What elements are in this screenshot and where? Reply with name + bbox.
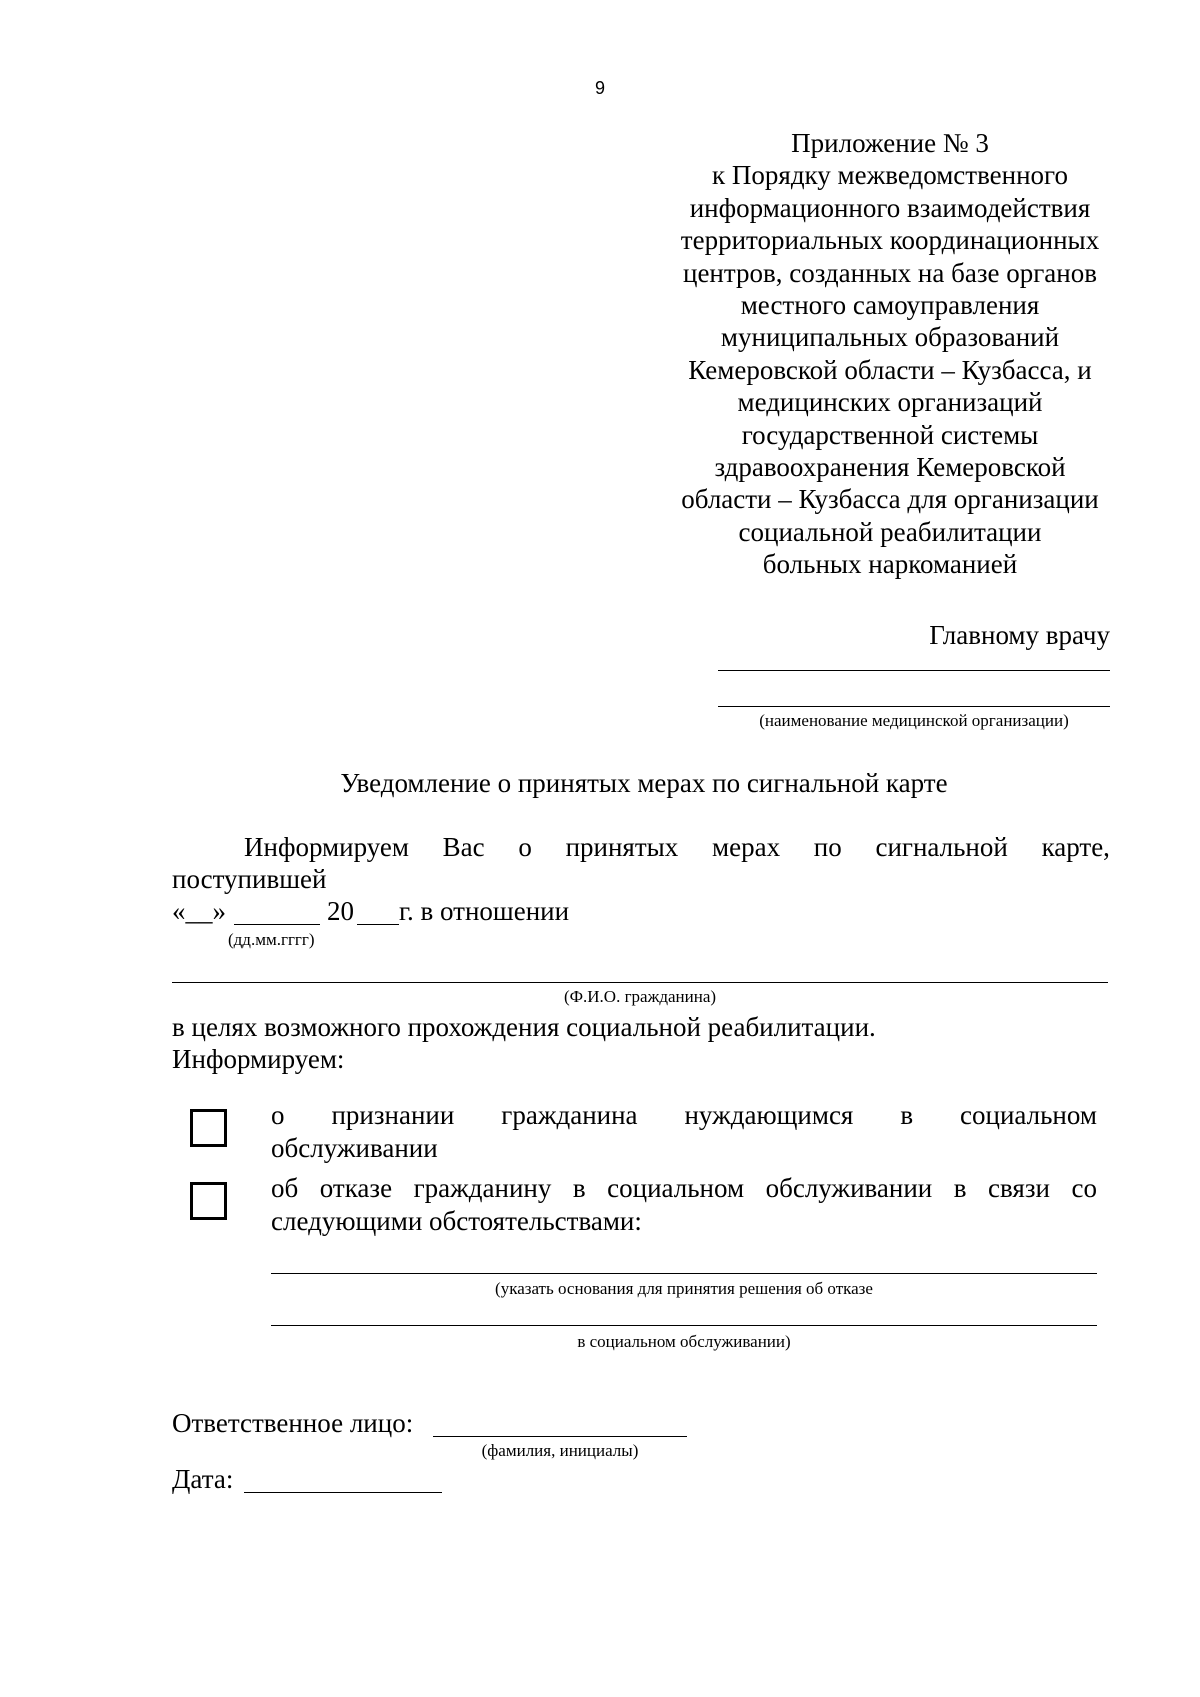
intro-word: по bbox=[813, 832, 842, 862]
option2-word: связи bbox=[988, 1173, 1050, 1203]
option2-word: гражданину bbox=[413, 1173, 552, 1203]
appendix-line: Приложение № 3 bbox=[791, 128, 989, 158]
appendix-line: медицинских организаций bbox=[737, 387, 1043, 418]
refusal-reason-line-2[interactable] bbox=[271, 1325, 1097, 1326]
page-number: 9 bbox=[594, 78, 605, 98]
refusal-reason-caption-2: в социальном обслуживании) bbox=[577, 1332, 791, 1351]
refusal-reason-caption-1: (указать основания для принятия решения об отказе bbox=[495, 1279, 873, 1298]
option2-word: отказе bbox=[319, 1173, 393, 1203]
option1-word: в bbox=[900, 1100, 914, 1130]
option2-word: со bbox=[1071, 1173, 1097, 1203]
citizen-name-caption: (Ф.И.О. гражданина) bbox=[563, 987, 717, 1006]
option1-word: признании bbox=[331, 1100, 455, 1130]
option-refusal-continuation: следующими обстоятельствами: bbox=[271, 1206, 642, 1236]
option2-word: в bbox=[953, 1173, 967, 1203]
option-refusal-line bbox=[271, 1173, 1097, 1204]
refusal-reason-line-1[interactable] bbox=[271, 1273, 1097, 1274]
intro-word: о bbox=[518, 832, 532, 862]
option1-word: о bbox=[271, 1100, 285, 1130]
appendix-line: центров, созданных на базе органов bbox=[683, 257, 1097, 288]
intro-word: карте, bbox=[1041, 832, 1110, 862]
date-format-caption: (дд.мм.гггг) bbox=[228, 930, 315, 949]
option-refusal-checkbox[interactable] bbox=[190, 1182, 227, 1220]
appendix-line: социальной реабилитации bbox=[738, 516, 1042, 547]
intro-word: сигнальной bbox=[875, 832, 1008, 862]
date-month-field[interactable] bbox=[234, 924, 320, 925]
appendix-line: Кемеровской области – Кузбасса, и bbox=[688, 354, 1092, 385]
appendix-line: государственной системы bbox=[741, 419, 1039, 450]
notice-title: Уведомление о принятых мерах по сигнальной карте bbox=[340, 768, 948, 798]
option2-word: об bbox=[271, 1173, 299, 1203]
date-year-field[interactable] bbox=[357, 924, 399, 925]
option1-word: нуждающимся bbox=[684, 1100, 854, 1130]
date-tail-text: г. в отношении bbox=[399, 896, 570, 926]
option-recognition-continuation: обслуживании bbox=[271, 1133, 438, 1163]
responsible-person-caption: (фамилия, инициалы) bbox=[481, 1441, 639, 1460]
date-label: Дата: bbox=[172, 1464, 234, 1494]
option2-word: в bbox=[572, 1173, 586, 1203]
inform-label: Информируем: bbox=[172, 1044, 345, 1074]
year-prefix: 20 bbox=[327, 896, 354, 926]
option-recognition-line bbox=[271, 1100, 1097, 1131]
intro-word: принятых bbox=[565, 832, 679, 862]
organization-line-1[interactable] bbox=[718, 670, 1110, 671]
date-day-field[interactable]: «__» bbox=[172, 896, 226, 926]
appendix-line: муниципальных образований bbox=[720, 322, 1060, 353]
organization-line-2[interactable] bbox=[718, 706, 1110, 707]
appendix-line: территориальных координационных bbox=[680, 225, 1100, 256]
appendix-line: больных наркоманией bbox=[762, 549, 1018, 580]
organization-caption: (наименование медицинской организации) bbox=[759, 711, 1069, 730]
appendix-line: области – Кузбасса для организации bbox=[681, 484, 1099, 515]
citizen-name-line[interactable] bbox=[172, 982, 1108, 983]
appendix-line: информационного взаимодействия bbox=[689, 192, 1091, 223]
option2-word: обслуживании bbox=[765, 1173, 933, 1203]
intro-word: мерах bbox=[712, 832, 781, 862]
intro-line bbox=[244, 832, 1110, 863]
intro-word: Вас bbox=[442, 832, 485, 862]
purpose-text: в целях возможного прохождения социальной реабилитации. bbox=[172, 1012, 876, 1042]
intro-word: Информируем bbox=[244, 832, 409, 862]
appendix-line: здравоохранения Кемеровской bbox=[714, 452, 1066, 483]
responsible-person-label: Ответственное лицо: bbox=[172, 1408, 414, 1438]
option-recognition-checkbox[interactable] bbox=[190, 1109, 227, 1147]
date-field[interactable] bbox=[244, 1492, 442, 1493]
appendix-line: местного самоуправления bbox=[740, 290, 1040, 321]
option1-word: гражданина bbox=[501, 1100, 638, 1130]
responsible-person-field[interactable] bbox=[433, 1436, 687, 1437]
appendix-line: к Порядку межведомственного bbox=[712, 160, 1068, 191]
intro-continuation: поступившей bbox=[172, 864, 327, 894]
option2-word: социальном bbox=[607, 1173, 745, 1203]
appendix-header bbox=[660, 127, 1120, 581]
option1-word: социальном bbox=[960, 1100, 1097, 1130]
addressee-label: Главному врачу bbox=[929, 620, 1110, 650]
